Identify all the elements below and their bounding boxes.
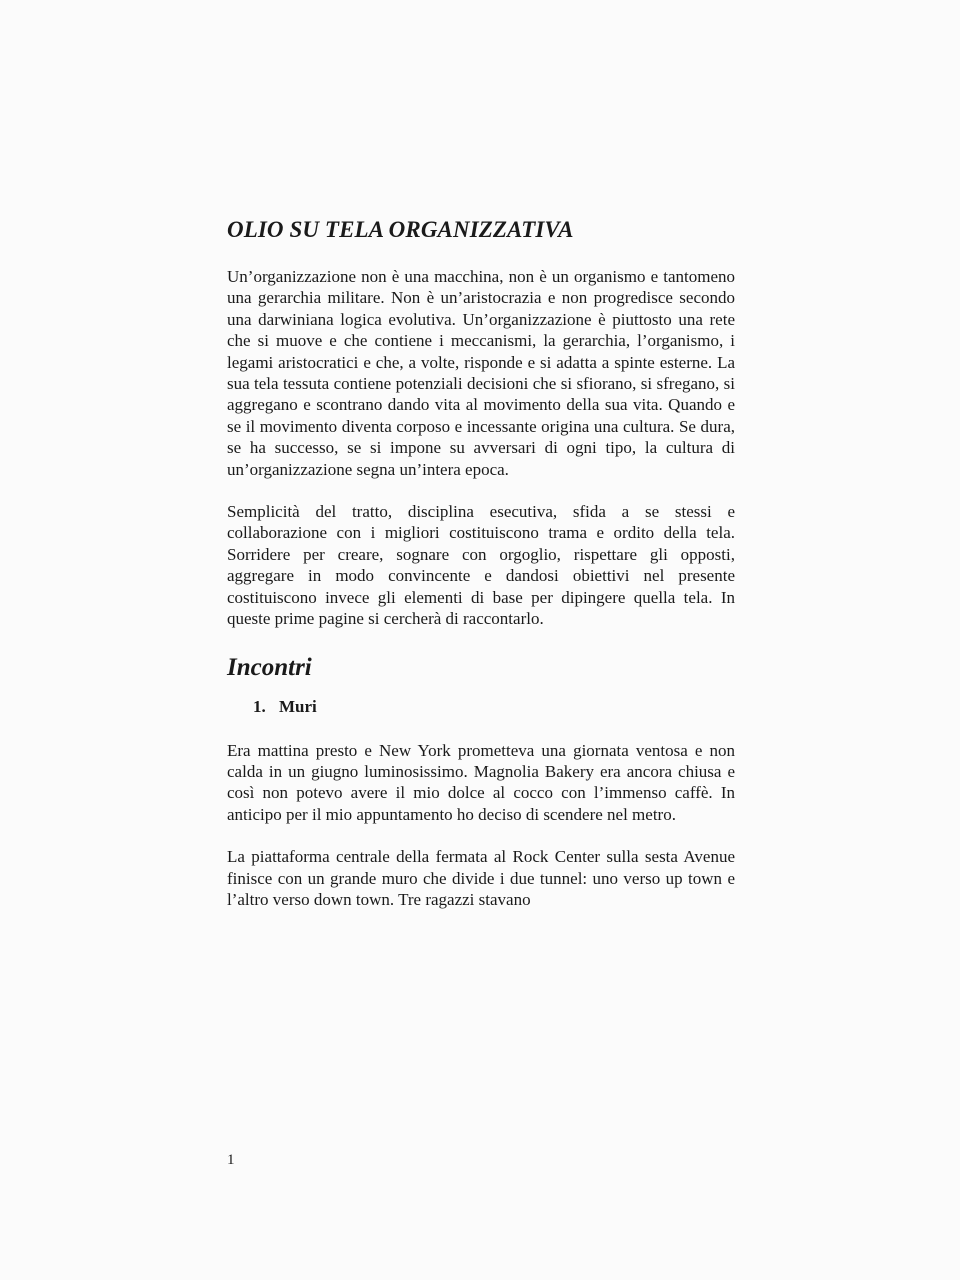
intro-paragraph-1: Un’organizzazione non è una macchina, non è un organismo e tantomeno una gerarchia militare. Non è un’aristocrazia e non progredisce secondo una darwiniana logica evolutiva. Un’organizzazione è piuttosto una rete che si muove e che contiene i meccanismi, la gerarchia, l’organismo, i legami aristocratici e che, a volte, risponde e si adatta a spinte esterne. La sua tela tessuta contiene potenziali decisioni che si sfiorano, si sfregano, si aggregano e scontrano dando vita al movimento della sua vita. Quando e se il movimento diventa corposo e incessante origina una cultura. Se dura, se ha successo, se si impone su avversari di ogni tipo, la cultura di un’organizzazione segna un’intera epoca. [227,267,735,479]
section-title: Incontri [227,653,312,681]
subsection-number: 1. [253,696,266,716]
intro-paragraph-2: Semplicità del tratto, disciplina esecutiva, sfida a se stessi e collaborazione con i migliori costituiscono trama e ordito della tela. Sorridere per creare, sognare con orgoglio, rispettare gli opposti, aggregare in modo convincente e dandosi obiettivi nel presente costituiscono invece gli elementi di base per dipingere quella tela. In queste prime pagine si cercherà di raccontarlo. [227,502,735,629]
section-paragraph-2: La piattaforma centrale della fermata al Rock Center sulla sesta Avenue finisce con un grande muro che divide i due tunnel: uno verso up town e l’altro verso down town. Tre ragazzi stavano [227,847,735,909]
page-number: 1 [227,1152,235,1168]
section-paragraph-1: Era mattina presto e New York prometteva una giornata ventosa e non calda in un giugno luminosissimo. Magnolia Bakery era ancora chiusa e così non potevo avere il mio dolce al cocco con l’immenso caffè. In anticipo per il mio appuntamento ho deciso di scendere nel metro. [227,740,735,824]
chapter-title: OLIO SU TELA ORGANIZZATIVA [227,217,574,242]
subsection-heading [227,694,735,720]
subsection-title: Muri [279,696,317,716]
page-body [227,212,735,910]
